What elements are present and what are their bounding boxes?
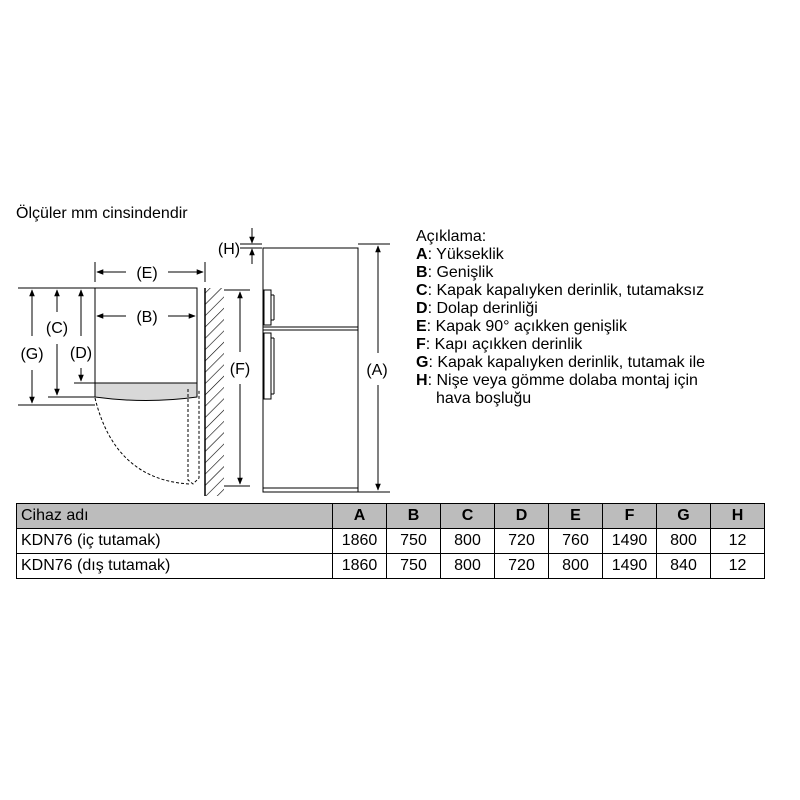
label-H: (H): [217, 241, 241, 258]
table-cell: 840: [657, 554, 711, 579]
col-header-device: Cihaz adı: [17, 504, 333, 529]
table-row: [17, 554, 765, 579]
label-A: (A): [366, 362, 388, 379]
legend-item-continuation: hava boşluğu: [436, 390, 532, 407]
table-row: [17, 529, 765, 554]
table-cell-device: KDN76 (iç tutamak): [17, 529, 333, 554]
legend-item: G: Kapak kapalıyken derinlik, tutamak ile: [416, 354, 706, 371]
cabinet-top-outline: [95, 288, 197, 383]
col-header-D: D: [495, 504, 549, 529]
legend-item: A: Yükseklik: [416, 246, 504, 263]
handle-bottom: [264, 333, 271, 399]
label-B: (B): [136, 309, 158, 326]
legend-item: D: Dolap derinliği: [416, 300, 538, 317]
units-note: Ölçüler mm cinsindendir: [16, 205, 188, 222]
table-cell: 1860: [333, 529, 387, 554]
table-cell: 1490: [603, 554, 657, 579]
table-cell: 750: [387, 529, 441, 554]
legend-item: E: Kapak 90° açıkken genişlik: [416, 318, 627, 335]
col-header-H: H: [711, 504, 765, 529]
legend-item: B: Genişlik: [416, 264, 494, 281]
dimensions-table: [16, 503, 765, 579]
table-cell: 720: [495, 554, 549, 579]
table-cell: 720: [495, 529, 549, 554]
door-swing-arc: [95, 398, 190, 484]
front-view: [218, 228, 390, 492]
col-header-E: E: [549, 504, 603, 529]
wall-hatch: [205, 288, 224, 496]
col-header-G: G: [657, 504, 711, 529]
handle-top: [264, 290, 271, 325]
label-C: (C): [45, 320, 69, 337]
table-cell: 800: [549, 554, 603, 579]
table-cell-device: KDN76 (dış tutamak): [17, 554, 333, 579]
table-cell: 760: [549, 529, 603, 554]
legend-item: H: Nişe veya gömme dolaba montaj için: [416, 372, 698, 389]
table-cell: 1860: [333, 554, 387, 579]
table-cell: 800: [441, 529, 495, 554]
table-cell: 12: [711, 554, 765, 579]
label-F: (F): [229, 361, 251, 378]
table-cell: 800: [441, 554, 495, 579]
col-header-B: B: [387, 504, 441, 529]
table-cell: 12: [711, 529, 765, 554]
door-open-outline: [188, 389, 199, 484]
legend: [416, 228, 705, 408]
legend-item: C: Kapak kapalıyken derinlik, tutamaksız: [416, 282, 705, 299]
fridge-body: [263, 248, 358, 492]
col-header-C: C: [441, 504, 495, 529]
col-header-F: F: [603, 504, 657, 529]
table-cell: 1490: [603, 529, 657, 554]
legend-title: Açıklama:: [416, 228, 487, 245]
table-cell: 800: [657, 529, 711, 554]
label-G: (G): [20, 346, 44, 363]
col-header-A: A: [333, 504, 387, 529]
label-D: (D): [69, 345, 93, 362]
table-cell: 750: [387, 554, 441, 579]
top-view: [18, 262, 250, 496]
table-header-row: [17, 504, 765, 529]
label-E: (E): [136, 265, 158, 282]
legend-item: F: Kapı açıkken derinlik: [416, 336, 583, 353]
door-closed: [95, 383, 197, 401]
